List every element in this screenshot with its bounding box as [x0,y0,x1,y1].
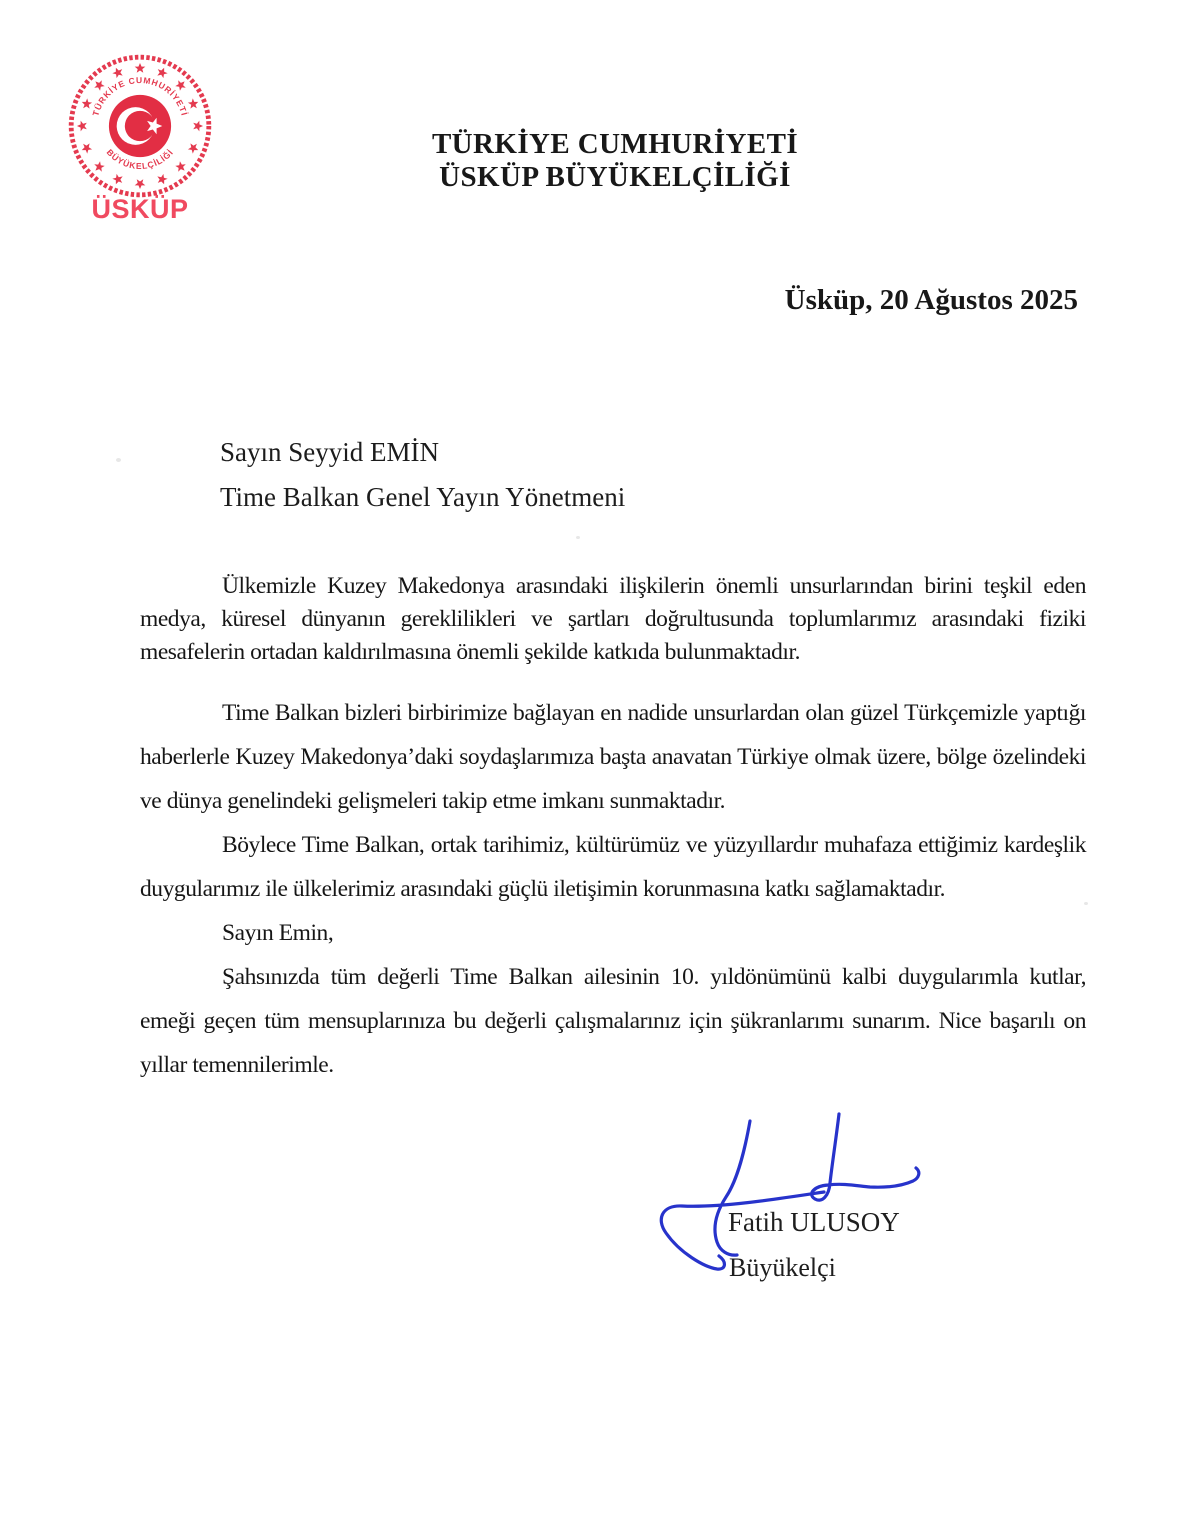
embassy-city-label: ÜSKÜP [91,194,189,224]
paragraph-4: Şahsınızda tüm değerli Time Balkan ailesinin 10. yıldönümünü kalbi duygularımla kutlar, emeği geçen tüm mensuplarınıza bu değerli çalışmalarınız için şükranlarımı sunarım. Nice başarılı on yıllar temennilerimle. [140,964,1086,1078]
paragraph-2: Time Balkan bizleri birbirimize bağlayan en nadide unsurlardan olan güzel Türkçemizle yaptığı haberlerle Kuzey Makedonya’daki soydaşlarımıza başta anavatan Türkiye olmak üzere, bölge özelindeki ve dünya genelindeki gelişmeleri takip etme imkanı sunmaktadır. [140,700,1086,814]
signer-name: Fatih ULUSOY [728,1207,900,1237]
scan-speck [576,536,580,539]
recipient-name: Sayın Seyyid EMİN [220,437,439,467]
recipient-title: Time Balkan Genel Yayın Yönetmeni [220,482,626,512]
letter-body [140,570,1086,1087]
recipient-block [220,430,625,520]
signature-block [600,1095,1050,1330]
seal-arc-text-bottom: BÜYÜKELÇİLİĞİ [104,147,176,171]
letterhead-line2: ÜSKÜP BÜYÜKELÇİLİĞİ [439,161,791,193]
letterhead-title [26,128,1204,194]
letterhead-line1: TÜRKİYE CUMHURİYETİ [431,128,799,160]
paragraph-3: Böylece Time Balkan, ortak tarihimiz, kültürümüz ve yüzyıllardır muhafaza ettiğimiz kardeşlik duygularımız ile ülkelerimiz arasındaki güçlü iletişimin korunmasına katkı sağlamaktadır. [140,832,1086,902]
signer-title: Büyükelçi [729,1253,836,1282]
dateline: Üsküp, 20 Ağustos 2025 [784,284,1078,316]
scan-speck [116,458,121,462]
seal-arc-text-top: TÜRKİYE CUMHURİYETİ [90,75,190,118]
paragraph-1: Ülkemizle Kuzey Makedonya arasındaki ilişkilerin önemli unsurlarından birini teşkil eden medya, küresel dünyanın gereklilikleri ve şartları doğrultusunda toplumlarımız arasındaki fiziki mesafelerin ortadan kaldırılmasına önemli şekilde katkıda bulunmaktadır. [140,573,1086,665]
scan-speck [1084,902,1088,905]
salutation: Sayın Emin, [222,920,334,946]
